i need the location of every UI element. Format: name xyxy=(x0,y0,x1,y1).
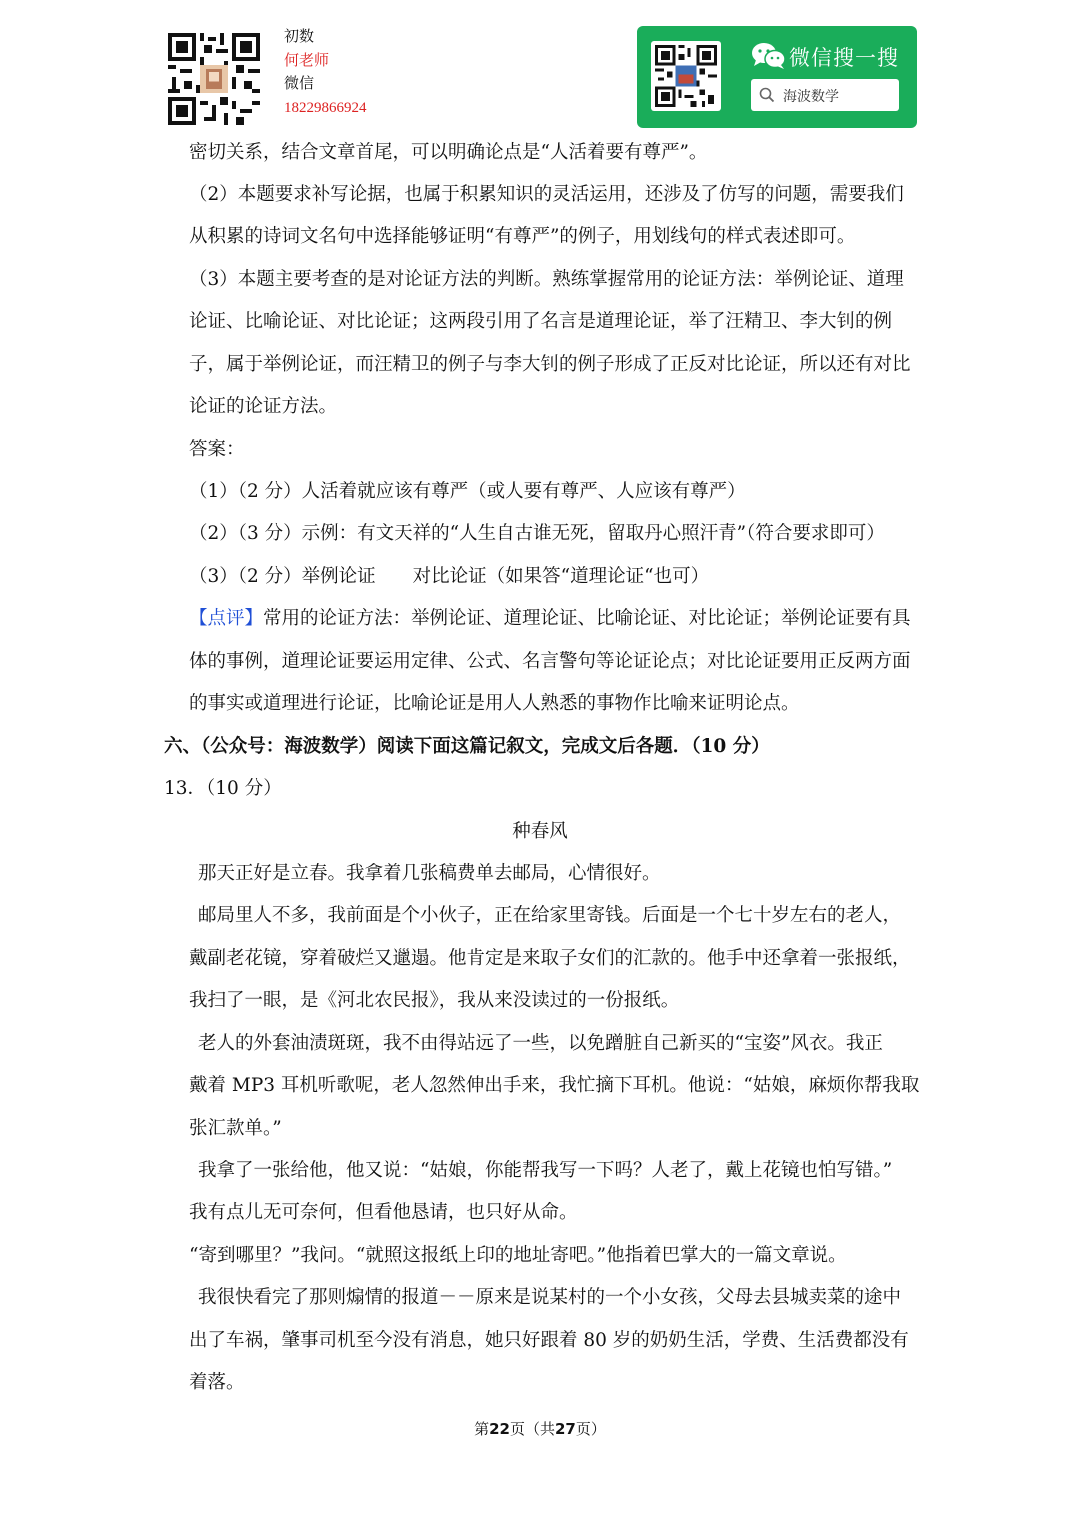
analysis-line: 论证的论证方法。 xyxy=(189,396,338,417)
analysis-line: 子，属于举例论证，而汪精卫的例子与李大钊的例子形成了正反对比论证，所以还有对比 xyxy=(189,354,911,375)
footer-suffix: 页） xyxy=(575,1420,606,1438)
qr-code xyxy=(168,33,260,125)
story-line: 我有点儿无可奈何，但看他恳请，也只好从命。 xyxy=(189,1202,578,1223)
analysis-line: 密切关系，结合文章首尾，可以明确论点是“人活着要有尊严”。 xyxy=(189,142,708,163)
story-line: 张汇款单。” xyxy=(189,1118,282,1139)
wechat-search-card[interactable] xyxy=(637,26,917,128)
wechat-search-title: 微信搜一搜 xyxy=(789,46,899,70)
story-line: “寄到哪里？”我问。“就照这报纸上印的地址寄吧。”他指着巴掌大的一篇文章说。 xyxy=(189,1245,847,1266)
footer-prefix: 第 xyxy=(474,1420,490,1438)
wechat-qr-code xyxy=(651,41,721,111)
page-total: 27 xyxy=(555,1420,576,1438)
story-line: 我扫了一眼，是《河北农民报》，我从来没读过的一份报纸。 xyxy=(189,990,680,1011)
story-line: 我很快看完了那则煽情的报道－－原来是说某村的一个小女孩，父母去县城卖菜的途中 xyxy=(198,1287,902,1308)
wechat-logo-icon xyxy=(751,42,787,70)
search-icon xyxy=(759,87,775,103)
wechat-search-text: 海波数学 xyxy=(783,89,839,105)
contact-wechat-label: 微信 xyxy=(284,76,315,92)
answer-label: 答案： xyxy=(189,439,245,460)
answer-line: （1）（2 分）人活着就应该有尊严（或人要有尊严、人应该有尊严） xyxy=(189,481,746,502)
contact-info xyxy=(284,26,367,120)
analysis-line: （2）本题要求补写论据，也属于积累知识的灵活运用，还涉及了仿写的问题，需要我们 xyxy=(189,184,904,205)
contact-teacher: 何老师 xyxy=(284,52,330,69)
story-line: 着落。 xyxy=(189,1372,245,1393)
story-line: 那天正好是立春。我拿着几张稿费单去邮局，心情很好。 xyxy=(198,863,661,884)
section-title: 六、（公众号：海波数学）阅读下面这篇记叙文，完成文后各题．（10 分） xyxy=(164,736,770,757)
answer-line: （2）（3 分）示例：有文天祥的“人生自古谁无死，留取丹心照汗青”（符合要求即可） xyxy=(189,523,885,544)
page-number: 22 xyxy=(489,1420,510,1438)
answer-line: （3）（2 分）举例论证 对比论证（如果答“道理论证“也可） xyxy=(189,566,710,587)
analysis-line: 从积累的诗词文名句中选择能够证明“有尊严”的例子，用划线句的样式表述即可。 xyxy=(189,226,856,247)
wechat-search-box[interactable] xyxy=(751,79,899,111)
story-line: 我拿了一张给他，他又说：“姑娘，你能帮我写一下吗？人老了，戴上花镜也怕写错。” xyxy=(198,1160,893,1181)
story-line: 老人的外套油渍斑斑，我不由得站远了一些，以免蹭脏自己新买的“宝姿”风衣。我正 xyxy=(198,1033,883,1054)
story-line: 戴着 MP3 耳机听歌呢，老人忽然伸出手来，我忙摘下耳机。他说：“姑娘，麻烦你帮我取 xyxy=(189,1075,920,1096)
analysis-line: 论证、比喻论证、对比论证；这两段引用了名言是道理论证，举了汪精卫、李大钊的例 xyxy=(189,311,893,332)
contact-subject: 初数 xyxy=(284,29,315,45)
story-line: 戴副老花镜，穿着破烂又邋遢。他肯定是来取子女们的汇款的。他手中还拿着一张报纸， xyxy=(189,948,911,969)
comment-text: 常用的论证方法：举例论证、道理论证、比喻论证、对比论证；举例论证要有具 xyxy=(263,608,911,629)
page-footer xyxy=(0,1418,1080,1439)
analysis-line: （3）本题主要考查的是对论证方法的判断。熟练掌握常用的论证方法：举例论证、道理 xyxy=(189,269,904,290)
question-number: 13．（10 分） xyxy=(164,778,282,799)
story-title: 种春风 xyxy=(512,821,568,842)
footer-middle: 页（共 xyxy=(509,1420,555,1438)
comment-tag: 【点评】 xyxy=(189,608,264,629)
comment-first-line xyxy=(189,607,911,631)
story-line: 邮局里人不多，我前面是个小伙子，正在给家里寄钱。后面是一个七十岁左右的老人， xyxy=(198,905,902,926)
comment-line: 的事实或道理进行论证，比喻论证是用人人熟悉的事物作比喻来证明论点。 xyxy=(189,693,800,714)
contact-phone: 18229866924 xyxy=(284,99,367,116)
story-line: 出了车祸，肇事司机至今没有消息，她只好跟着 80 岁的奶奶生活，学费、生活费都没有 xyxy=(189,1330,909,1351)
comment-line: 体的事例，道理论证要运用定律、公式、名言警句等论证论点；对比论证要用正反两方面 xyxy=(189,651,911,672)
